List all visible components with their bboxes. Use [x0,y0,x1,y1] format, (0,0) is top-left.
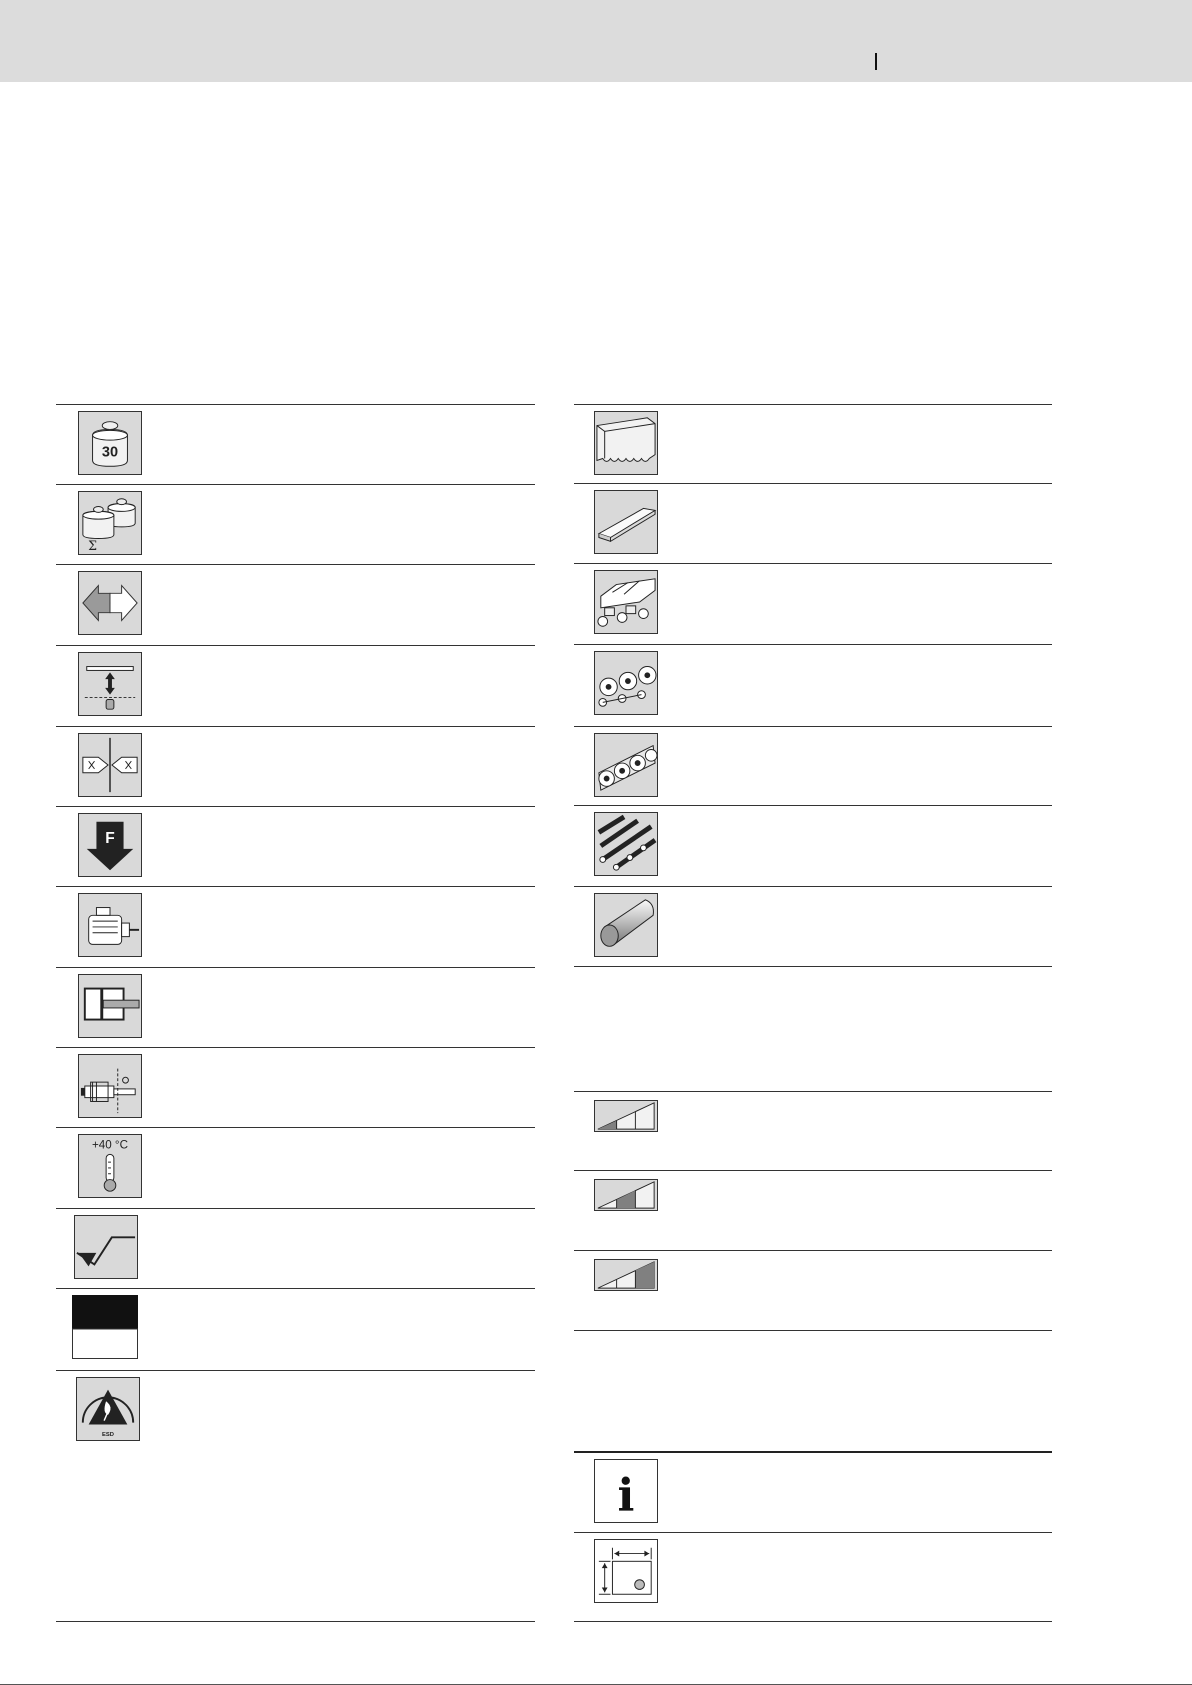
right-section-gap-2 [574,1330,1052,1451]
legend-row-swatch [56,1288,535,1370]
legend-row-weight [56,404,535,484]
right-section-gap [574,966,1052,1091]
legend-row-crossing [56,726,535,806]
legend-row-accumulation-chain [574,644,1052,726]
flat-belt-icon [594,490,658,554]
right-icon-legend [574,404,1052,1622]
legend-row-toothed-belt [574,404,1052,483]
legend-row-dimensions [574,1532,1052,1622]
svg-text:Σ: Σ [88,538,98,554]
force-icon [78,813,142,877]
crossing-position-icon [78,733,142,797]
curve-icon [74,1215,138,1279]
legend-row-level-2 [574,1170,1052,1250]
legend-row-motor [56,886,535,967]
motor-icon [78,893,142,957]
level-2-icon [594,1179,658,1211]
legend-row-stopper [56,1047,535,1127]
level-3-icon [594,1259,658,1291]
stopper-sensor-icon [78,1054,142,1118]
black-white-swatch-icon [72,1295,138,1359]
svg-text:ESD: ESD [102,1432,114,1439]
lift-height-icon [78,652,142,716]
flat-top-chain-icon [594,570,658,634]
legend-row-roller-conveyor [574,805,1052,886]
legend-row-flat-belt [574,483,1052,563]
legend-row-roller-chain [574,726,1052,805]
header-separator [875,53,877,70]
total-weight-icon [78,491,142,555]
dimensions-icon [594,1539,658,1603]
esd-icon [76,1377,140,1441]
toothed-belt-icon [594,411,658,475]
legend-row-flat-top-chain [574,563,1052,644]
legend-row-round-bar [574,886,1052,966]
page-header [0,0,1192,82]
roller-conveyor-icon [594,812,658,876]
roller-chain-icon [594,733,658,797]
level-1-icon [594,1100,658,1132]
info-icon [594,1459,658,1523]
temperature-icon [78,1134,142,1198]
legend-row-force [56,806,535,886]
legend-row-total-weight [56,484,535,564]
left-icon-legend [56,404,535,1622]
svg-text:+40 °C: +40 °C [92,1138,128,1152]
legend-row-cylinder [56,967,535,1047]
svg-text:30: 30 [101,444,119,461]
weight-30-icon [78,411,142,475]
bidirectional-arrow-icon [78,571,142,635]
svg-text:i: i [617,1468,635,1522]
svg-text:F: F [105,830,115,848]
accumulation-roller-chain-icon [594,651,658,715]
legend-row-temperature [56,1127,535,1208]
round-bar-icon [594,893,658,957]
legend-row-direction [56,564,535,645]
legend-row-esd [56,1370,535,1622]
legend-row-lift [56,645,535,726]
legend-row-level-1 [574,1091,1052,1170]
legend-row-info [574,1451,1052,1532]
pneumatic-cylinder-icon [78,974,142,1038]
legend-row-level-3 [574,1250,1052,1330]
legend-row-curve [56,1208,535,1288]
